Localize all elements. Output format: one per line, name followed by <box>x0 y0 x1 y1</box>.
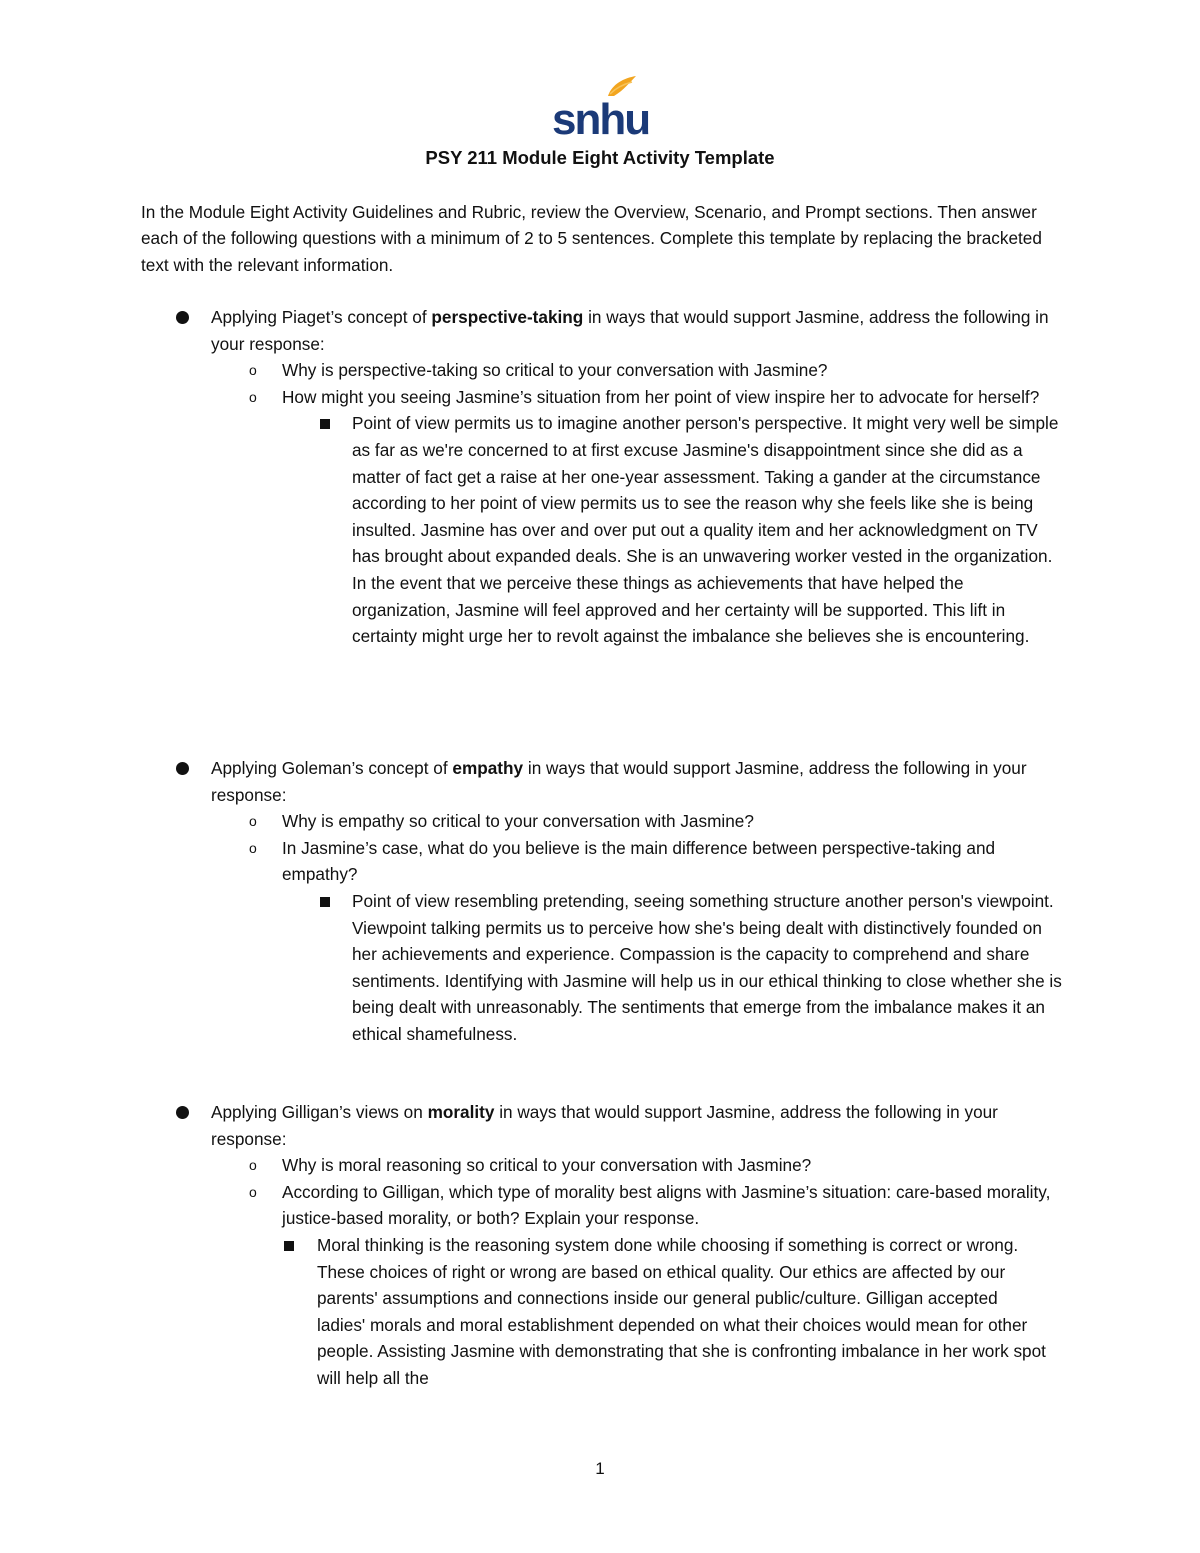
answer-item <box>317 1232 1047 1392</box>
question-item: o Why is moral reasoning so critical to your conversation with Jasmine? <box>282 1152 1072 1179</box>
flame-leaf-icon <box>550 72 650 138</box>
bullet-icon <box>176 311 189 324</box>
section-prompt: Applying Gilligan’s views on morality in ways that would support Jasmine, address the following in your response: <box>211 1099 1071 1152</box>
answer-text: Moral thinking is the reasoning system done while choosing if something is correct or wrong. These choices of right or wrong are based on ethical quality. Our ethics are affected by our parents' assumptions and connections inside our general public/culture. Gilligan accepted ladies' morals and moral establishment depended on what their choices would mean for other people. Assisting Jasmine with demonstrating that she is confronting imbalance in her work spot will help all the <box>317 1234 1046 1388</box>
answer-text: Point of view resembling pretending, seeing something structure another person's viewpoint. Viewpoint talking permits us to perceive how she's being dealt with distinctively founded on her achievements and experience. Compassion is the capacity to comprehend and share sentiments. Identifying with Jasmine will help us in our ethical thinking to close whether she is being dealt with unreasonably. The sentiments that emerge from the imbalance makes it an ethical shamefulness. <box>352 890 1062 1044</box>
answer-item <box>352 888 1062 1048</box>
question-item: o According to Gilligan, which type of morality best aligns with Jasmine’s situation: care-based morality, justice-based morality, or both? Explain your response. <box>282 1179 1072 1232</box>
question-item: o In Jasmine’s case, what do you believe is the main difference between perspective-taking and empathy? <box>282 835 1072 888</box>
circle-bullet-icon: o <box>249 839 257 856</box>
intro-paragraph <box>141 199 1071 278</box>
key-term: perspective-taking <box>431 307 584 327</box>
key-term: morality <box>427 1102 495 1122</box>
page-title: PSY 211 Module Eight Activity Template <box>425 147 775 168</box>
square-bullet-icon <box>320 419 330 429</box>
section-perspective-taking <box>0 304 1200 650</box>
section-empathy <box>0 755 1200 1048</box>
section-prompt: Applying Piaget’s concept of perspective-taking in ways that would support Jasmine, address the following in your response: <box>211 304 1071 357</box>
bullet-icon <box>176 1106 189 1119</box>
question-item: o How might you seeing Jasmine’s situation from her point of view inspire her to advocate for herself? <box>282 384 1072 411</box>
circle-bullet-icon: o <box>249 813 257 830</box>
circle-bullet-icon: o <box>249 1183 257 1200</box>
question-item: o Why is empathy so critical to your conversation with Jasmine? <box>282 808 1072 835</box>
bullet-icon <box>176 762 189 775</box>
snhu-logo <box>550 72 650 138</box>
square-bullet-icon <box>320 897 330 907</box>
circle-bullet-icon: o <box>249 388 257 405</box>
section-morality <box>0 1099 1200 1392</box>
circle-bullet-icon: o <box>249 1157 257 1174</box>
key-term: empathy <box>452 758 524 778</box>
section-prompt: Applying Goleman’s concept of empathy in ways that would support Jasmine, address the following in your response: <box>211 755 1071 808</box>
logo-wordmark: snhu <box>552 95 650 138</box>
square-bullet-icon <box>284 1241 294 1251</box>
intro-text: In the Module Eight Activity Guidelines and Rubric, review the Overview, Scenario, and Prompt sections. Then answer each of the following questions with a minimum of 2 to 5 sentences. Complete this template by replacing the bracketed text with the relevant information. <box>141 202 1042 275</box>
circle-bullet-icon: o <box>249 362 257 379</box>
question-item: o Why is perspective-taking so critical to your conversation with Jasmine? <box>282 357 1072 384</box>
answer-text: Point of view permits us to imagine another person's perspective. It might very well be simple as far as we're concerned to at first excuse Jasmine's disappointment since she did as a matter of fact get a raise at her one-year assessment. Taking a gander at the circumstance according to her point of view permits us to see the reason why she feels like she is being insulted. Jasmine has over and over put out a quality item and her acknowledgment on TV has brought about expanded deals. She is an unwavering worker vested in the organization. In the event that we perceive these things as achievements that have helped the organization, Jasmine will feel approved and her certainty will be supported. This lift in certainty might urge her to revolt against the imbalance she believes she is encountering. <box>352 413 1059 647</box>
answer-item <box>352 410 1062 649</box>
page-number: 1 <box>595 1459 605 1478</box>
